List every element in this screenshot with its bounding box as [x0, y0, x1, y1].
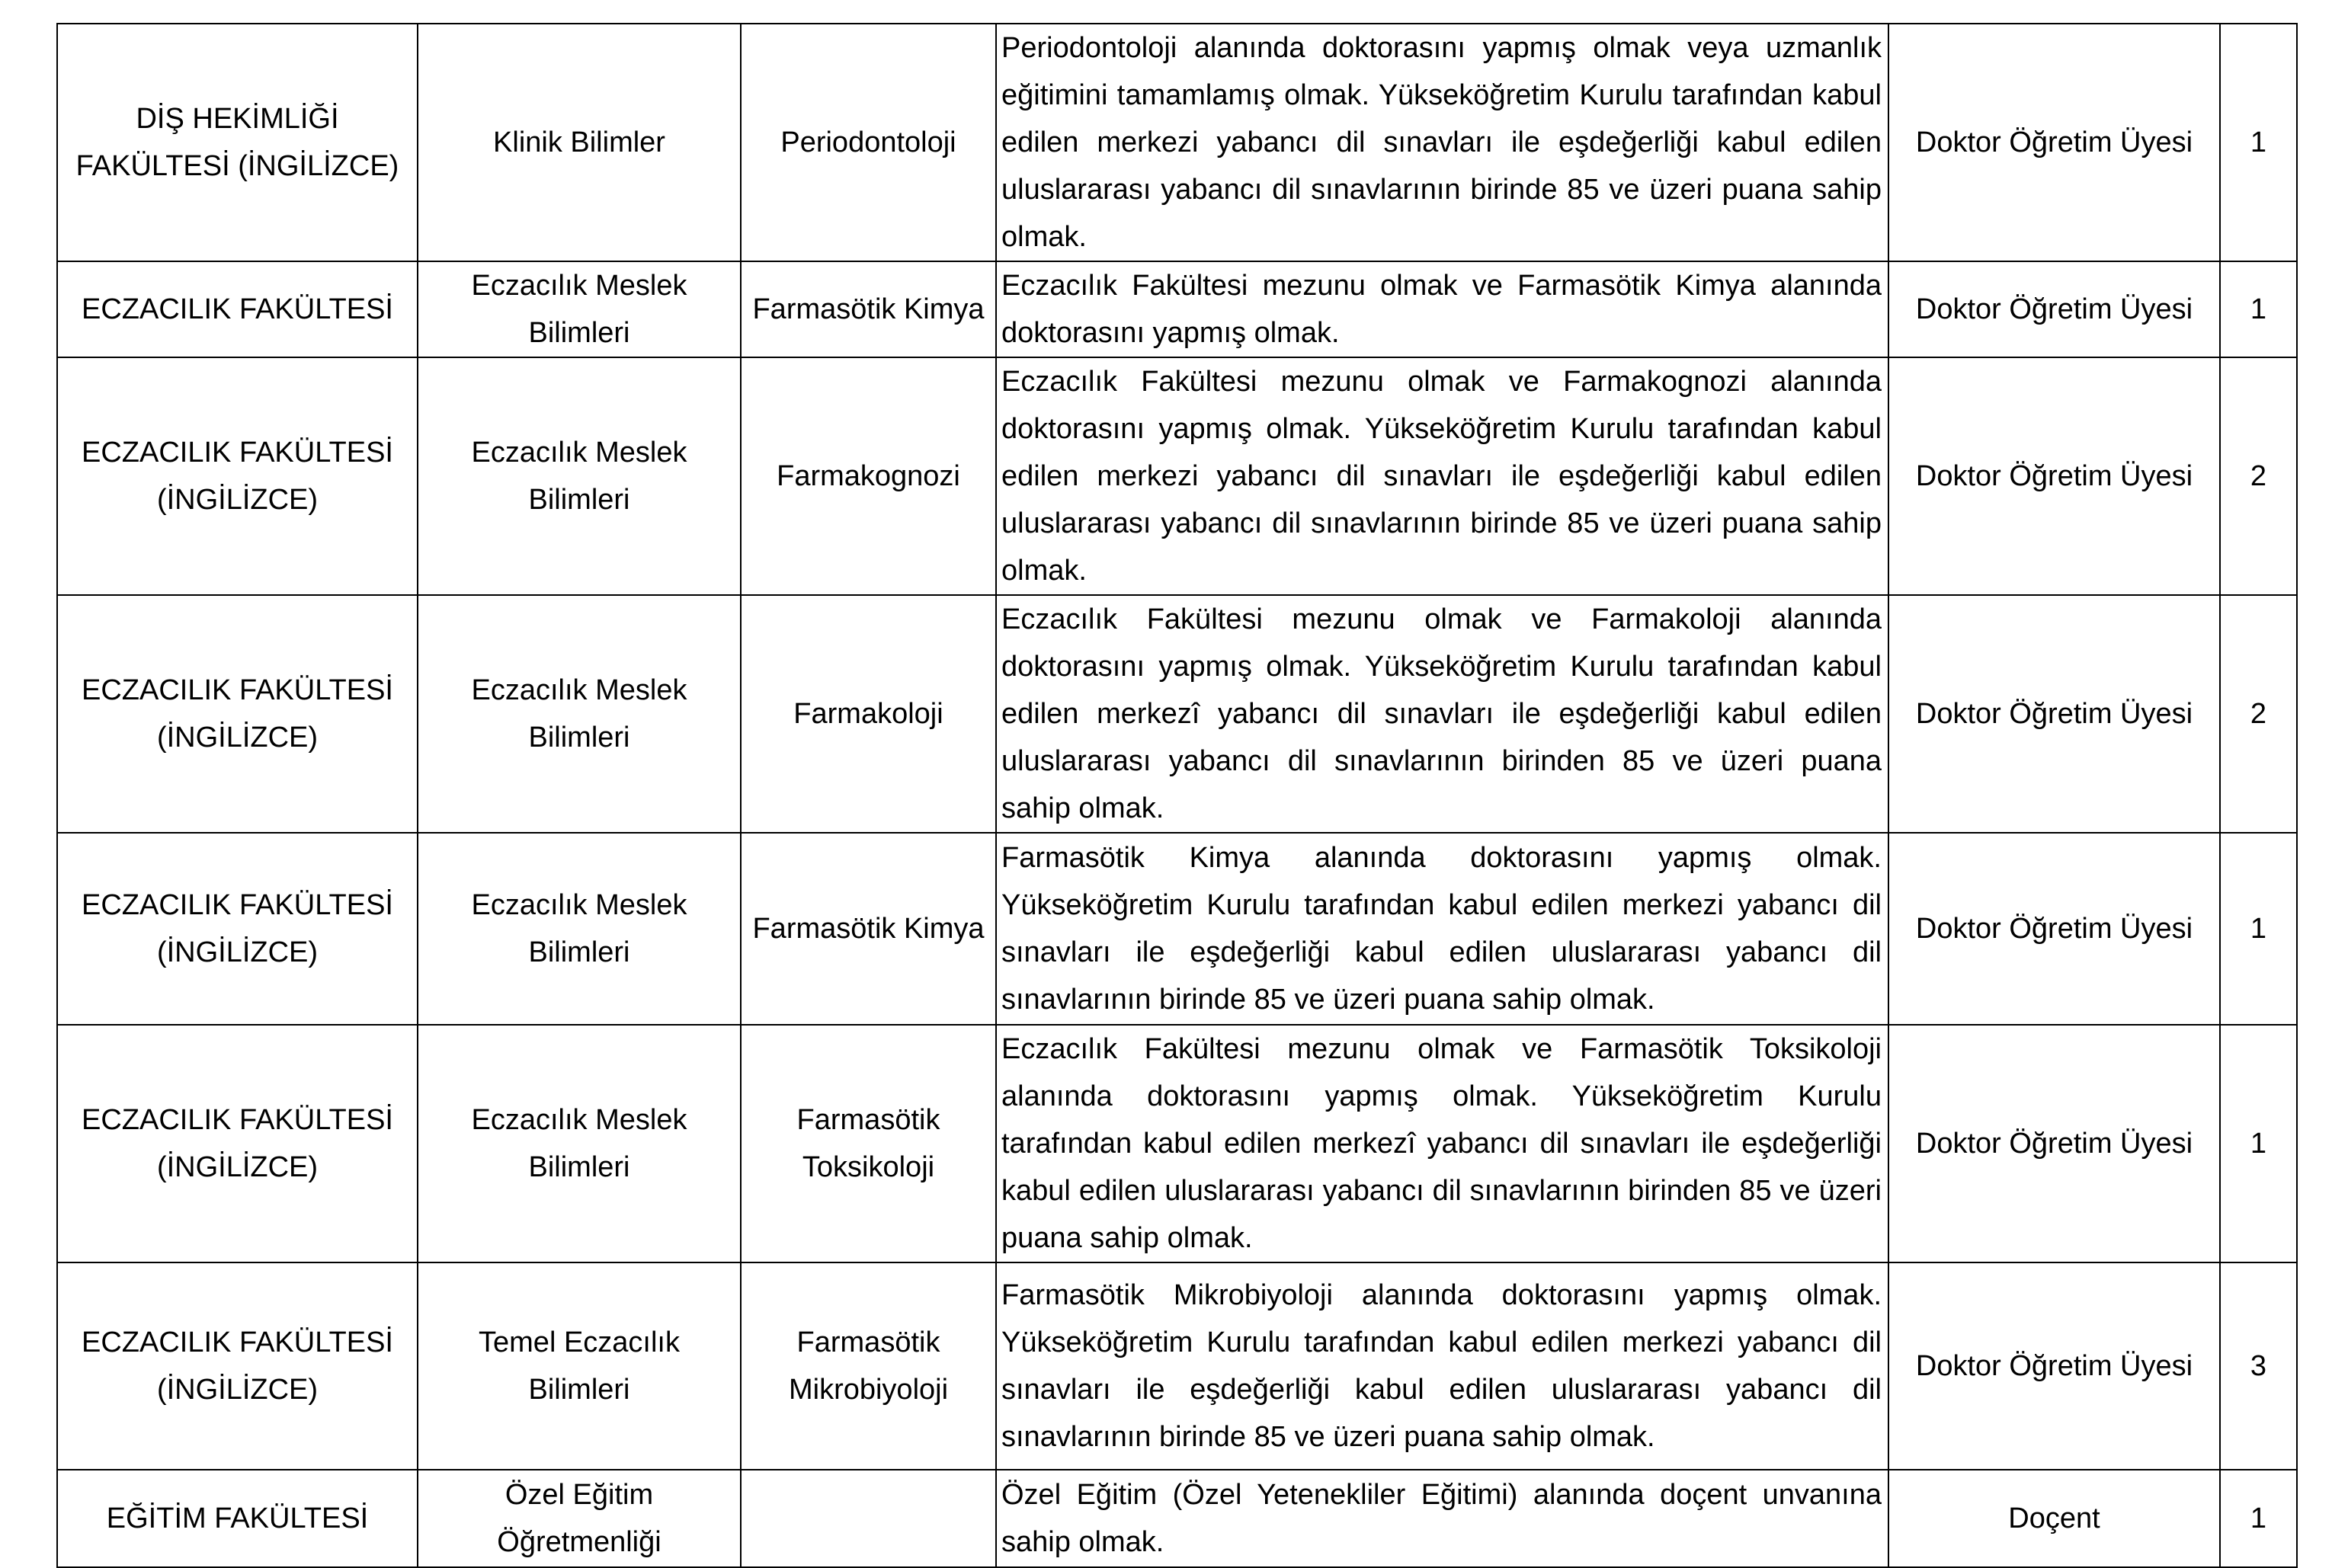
staff-positions-table [56, 23, 2298, 1568]
count-cell [2220, 1262, 2297, 1470]
discipline-cell [741, 595, 996, 833]
department-cell [418, 24, 741, 261]
department-cell [418, 595, 741, 833]
discipline-cell [741, 357, 996, 595]
department-cell [418, 1470, 741, 1567]
title-text: Doktor Öğretim Üyesi [1915, 1128, 2193, 1160]
requirement-cell [996, 595, 1888, 833]
department-text: Eczacılık Meslek Bilimleri [471, 1104, 687, 1183]
count-cell [2220, 24, 2297, 261]
title-text: Doktor Öğretim Üyesi [1915, 126, 2193, 158]
requirement-text: Periodontoloji alanında doktorasını yapmış olmak veya uzmanlık eğitimini tamamlamış olmak. Yükseköğretim Kurulu tarafından kabul edilen merkezi yabancı dil sınavları ile eşdeğerliği kabul edilen uluslararası yabancı dil sınavlarının birinde 85 ve üzeri puana sahip olmak. [1001, 32, 1882, 253]
department-cell [418, 1262, 741, 1470]
department-text: Eczacılık Meslek Bilimleri [471, 674, 687, 754]
title-cell [1888, 357, 2220, 595]
department-text: Klinik Bilimler [493, 126, 665, 158]
title-cell [1888, 833, 2220, 1025]
count-text: 2 [2250, 460, 2267, 492]
requirement-text: Özel Eğitim (Özel Yetenekliler Eğitimi) alanında doçent unvanına sahip olmak. [1001, 1479, 1882, 1558]
department-text: Özel Eğitim Öğretmenliği [497, 1479, 661, 1558]
requirement-cell [996, 357, 1888, 595]
count-cell [2220, 595, 2297, 833]
department-text: Eczacılık Meslek Bilimleri [471, 437, 687, 516]
discipline-cell [741, 1470, 996, 1567]
count-cell [2220, 1025, 2297, 1262]
requirement-cell [996, 1262, 1888, 1470]
faculty-cell [57, 1025, 418, 1262]
table-row [57, 1470, 2297, 1567]
requirement-text: Eczacılık Fakültesi mezunu olmak ve Farmakognozi alanında doktorasını yapmış olmak. Yükseköğretim Kurulu tarafından kabul edilen merkezi yabancı dil sınavları ile eşdeğerliği kabul edilen uluslararası yabancı dil sınavlarının birinde 85 ve üzeri puana sahip olmak. [1001, 366, 1882, 587]
department-cell [418, 833, 741, 1025]
requirement-text: Farmasötik Kimya alanında doktorasını yapmış olmak. Yükseköğretim Kurulu tarafından kabul edilen merkezi yabancı dil sınavları ile eşdeğerliği kabul edilen uluslararası yabancı dil sınavlarının birinde 85 ve üzeri puana sahip olmak. [1001, 842, 1882, 1016]
table-row [57, 24, 2297, 261]
requirement-text: Eczacılık Fakültesi mezunu olmak ve Farmasötik Kimya alanında doktorasını yapmış olmak. [1001, 270, 1882, 349]
count-cell [2220, 261, 2297, 357]
faculty-text: ECZACILIK FAKÜLTESİ (İNGİLİZCE) [82, 674, 393, 754]
requirement-text: Farmasötik Mikrobiyoloji alanında doktorasını yapmış olmak. Yükseköğretim Kurulu tarafından kabul edilen merkezi yabancı dil sınavları ile eşdeğerliği kabul edilen uluslararası yabancı dil sınavlarının birinde 85 ve üzeri puana sahip olmak. [1001, 1279, 1882, 1453]
table-row [57, 1262, 2297, 1470]
title-cell [1888, 1025, 2220, 1262]
department-text: Eczacılık Meslek Bilimleri [471, 889, 687, 968]
count-text: 2 [2250, 698, 2267, 730]
title-cell [1888, 261, 2220, 357]
discipline-text: Farmasötik Kimya [752, 293, 985, 325]
faculty-text: DİŞ HEKİMLİĞİ FAKÜLTESİ (İNGİLİZCE) [75, 103, 399, 182]
discipline-cell [741, 1025, 996, 1262]
faculty-text: ECZACILIK FAKÜLTESİ (İNGİLİZCE) [82, 437, 393, 516]
faculty-text: ECZACILIK FAKÜLTESİ [82, 293, 393, 325]
discipline-text: Farmasötik Mikrobiyoloji [788, 1326, 949, 1406]
title-cell [1888, 595, 2220, 833]
requirement-cell [996, 1025, 1888, 1262]
discipline-cell [741, 24, 996, 261]
count-cell [2220, 833, 2297, 1025]
table-row [57, 595, 2297, 833]
count-text: 1 [2250, 913, 2267, 945]
count-text: 1 [2250, 1502, 2267, 1534]
table-row [57, 261, 2297, 357]
discipline-cell [741, 261, 996, 357]
requirement-cell [996, 24, 1888, 261]
discipline-text: Farmasötik Kimya [752, 913, 985, 945]
faculty-cell [57, 357, 418, 595]
table-row [57, 1025, 2297, 1262]
count-cell [2220, 357, 2297, 595]
discipline-cell [741, 1262, 996, 1470]
discipline-text: Farmasötik Toksikoloji [796, 1104, 940, 1183]
faculty-cell [57, 595, 418, 833]
count-text: 1 [2250, 1128, 2267, 1160]
count-cell [2220, 1470, 2297, 1567]
count-text: 1 [2250, 126, 2267, 158]
title-text: Doktor Öğretim Üyesi [1915, 293, 2193, 325]
department-cell [418, 357, 741, 595]
count-text: 1 [2250, 293, 2267, 325]
title-cell [1888, 24, 2220, 261]
title-text: Doktor Öğretim Üyesi [1915, 913, 2193, 945]
discipline-cell [741, 833, 996, 1025]
faculty-cell [57, 261, 418, 357]
requirement-cell [996, 1470, 1888, 1567]
faculty-cell [57, 1470, 418, 1567]
title-cell [1888, 1470, 2220, 1567]
table-row [57, 357, 2297, 595]
table-row [57, 833, 2297, 1025]
title-cell [1888, 1262, 2220, 1470]
title-text: Doktor Öğretim Üyesi [1915, 460, 2193, 492]
faculty-text: EĞİTİM FAKÜLTESİ [106, 1502, 369, 1534]
department-text: Temel Eczacılık Bilimleri [479, 1326, 680, 1406]
title-text: Doktor Öğretim Üyesi [1915, 698, 2193, 730]
discipline-text: Farmakognozi [777, 460, 960, 492]
department-cell [418, 1025, 741, 1262]
faculty-text: ECZACILIK FAKÜLTESİ (İNGİLİZCE) [82, 1104, 393, 1183]
requirement-text: Eczacılık Fakültesi mezunu olmak ve Farmasötik Toksikoloji alanında doktorasını yapmış olmak. Yükseköğretim Kurulu tarafından kabul edilen merkezî yabancı dil sınavları ile eşdeğerliği kabul edilen uluslararası yabancı dil sınavlarının birinden 85 ve üzeri puana sahip olmak. [1001, 1033, 1882, 1254]
department-cell [418, 261, 741, 357]
requirement-cell [996, 261, 1888, 357]
requirement-text: Eczacılık Fakültesi mezunu olmak ve Farmakoloji alanında doktorasını yapmış olmak. Yükseköğretim Kurulu tarafından kabul edilen merkezî yabancı dil sınavları ile eşdeğerliği kabul edilen uluslararası yabancı dil sınavlarının birinden 85 ve üzeri puana sahip olmak. [1001, 603, 1882, 824]
faculty-cell [57, 24, 418, 261]
faculty-text: ECZACILIK FAKÜLTESİ (İNGİLİZCE) [82, 889, 393, 968]
faculty-cell [57, 833, 418, 1025]
count-text: 3 [2250, 1350, 2267, 1382]
title-text: Doktor Öğretim Üyesi [1915, 1350, 2193, 1382]
faculty-cell [57, 1262, 418, 1470]
title-text: Doçent [2008, 1502, 2100, 1534]
discipline-text: Farmakoloji [793, 698, 943, 730]
faculty-text: ECZACILIK FAKÜLTESİ (İNGİLİZCE) [82, 1326, 393, 1406]
requirement-cell [996, 833, 1888, 1025]
discipline-text: Periodontoloji [780, 126, 956, 158]
department-text: Eczacılık Meslek Bilimleri [471, 270, 687, 349]
